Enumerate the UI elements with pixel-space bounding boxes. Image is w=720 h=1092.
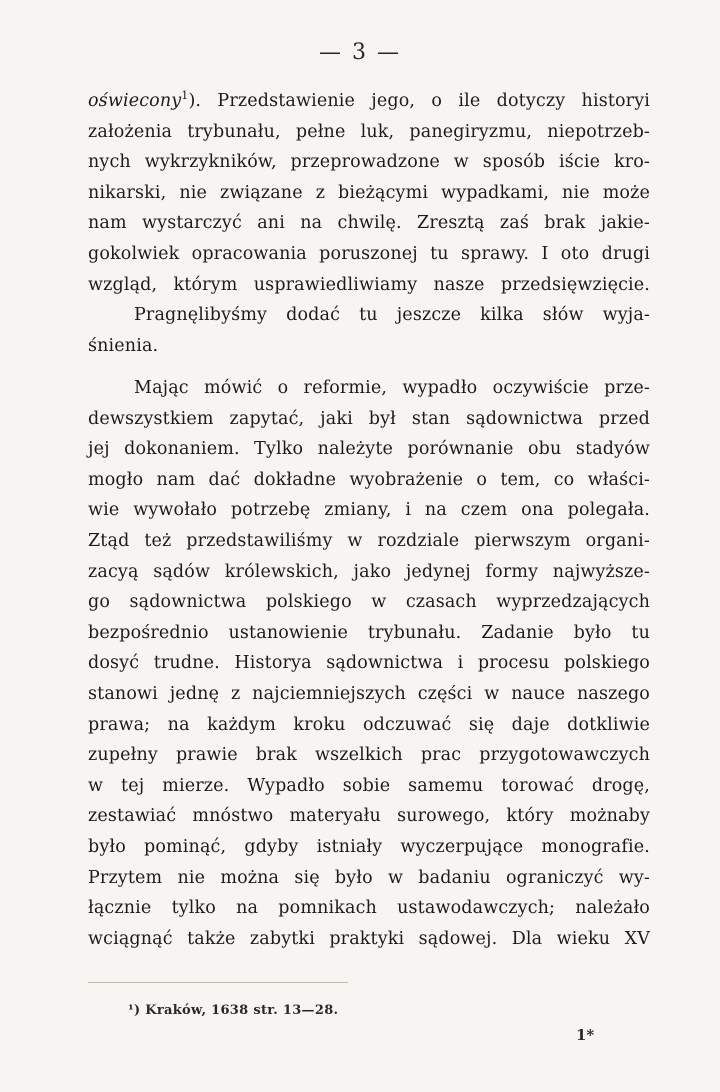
footnote-text: Kraków, 1638 str. 13—28.: [145, 1003, 339, 1018]
text-line: wie wywołało potrzebę zmiany, i na czem ona polegała.: [88, 500, 650, 521]
paragraph-1: [88, 86, 650, 361]
text-line: prawa; na każdym kroku odczuwać się daje dotkliwie: [88, 714, 650, 735]
footnote-divider: [88, 982, 348, 983]
text-line: wzgląd, którym usprawiedliwiamy nasze przedsięwzięcie.: [88, 274, 650, 295]
italic-word: oświecony: [88, 91, 182, 111]
text-line: wciągnąć także zabytki praktyki sądowej. Dla wieku XV: [88, 928, 650, 949]
text-line: zestawiać mnóstwo materyału surowego, który możnaby: [88, 806, 650, 827]
text-line: dosyć trudne. Historya sądownictwa i procesu polskiego: [88, 653, 650, 674]
signature-mark: 1*: [576, 1026, 595, 1044]
text-line: nych wykrzykników, przeprowadzone w sposób iście kro-: [88, 152, 650, 173]
text-line: w tej mierze. Wypadło sobie samemu torować drogę,: [88, 775, 650, 796]
text-line: łącznie tylko na pomnikach ustawodawczych; należało: [88, 898, 650, 919]
page-number: — 3 —: [319, 40, 401, 65]
text-line: nam wystarczyć ani na chwilę. Zresztą zaś brak jakie-: [88, 213, 650, 234]
text-line: dewszystkiem zapytać, jaki był stan sądownictwa przed: [88, 408, 650, 429]
text-line: zacyą sądów królewskich, jako jedynej formy najwyższe-: [88, 561, 650, 582]
text-line: [88, 86, 650, 117]
footnote-reference: 1: [181, 89, 189, 103]
text-line: było pominąć, gdyby istniały wyczerpujące monografie.: [88, 836, 650, 857]
text-line: zupełny prawie brak wszelkich prac przygotowawczych: [88, 745, 650, 766]
paragraph-2: [88, 373, 650, 954]
text-line: bezpośrednio ustanowienie trybunału. Zadanie było tu: [88, 622, 650, 643]
footnote-mark: ¹): [128, 1003, 141, 1018]
text-line: Ztąd też przedstawiliśmy w rozdziale pierwszym organi-: [88, 530, 650, 551]
text-line: stanowi jednę z najciemniejszych części w nauce naszego: [88, 683, 650, 704]
text-line: mogło nam dać dokładne wyobrażenie o tem, co właści-: [88, 469, 650, 490]
text-line: Pragnęlibyśmy dodać tu jeszcze kilka słów wyja-: [134, 305, 650, 326]
text-line: gokolwiek opracowania poruszonej tu sprawy. I oto drugi: [88, 243, 650, 264]
text-line: założenia trybunału, pełne luk, panegiryzmu, niepotrzeb-: [88, 121, 650, 142]
text-line: Przytem nie można się było w badaniu ograniczyć wy-: [88, 867, 650, 888]
text-line: nikarski, nie związane z bieżącymi wypadkami, nie może: [88, 182, 650, 203]
text-line: Mając mówić o reformie, wypadło oczywiście prze-: [134, 378, 650, 398]
text-line: jej dokonaniem. Tylko należyte porównanie obu stadyów: [88, 439, 650, 460]
text-line: śnienia.: [88, 335, 159, 356]
footnote: [128, 1003, 338, 1018]
text-line: go sądownictwa polskiego w czasach wyprzedzających: [88, 592, 650, 613]
line-text: ). Przedstawienie jego, o ile dotyczy historyi: [188, 91, 650, 111]
